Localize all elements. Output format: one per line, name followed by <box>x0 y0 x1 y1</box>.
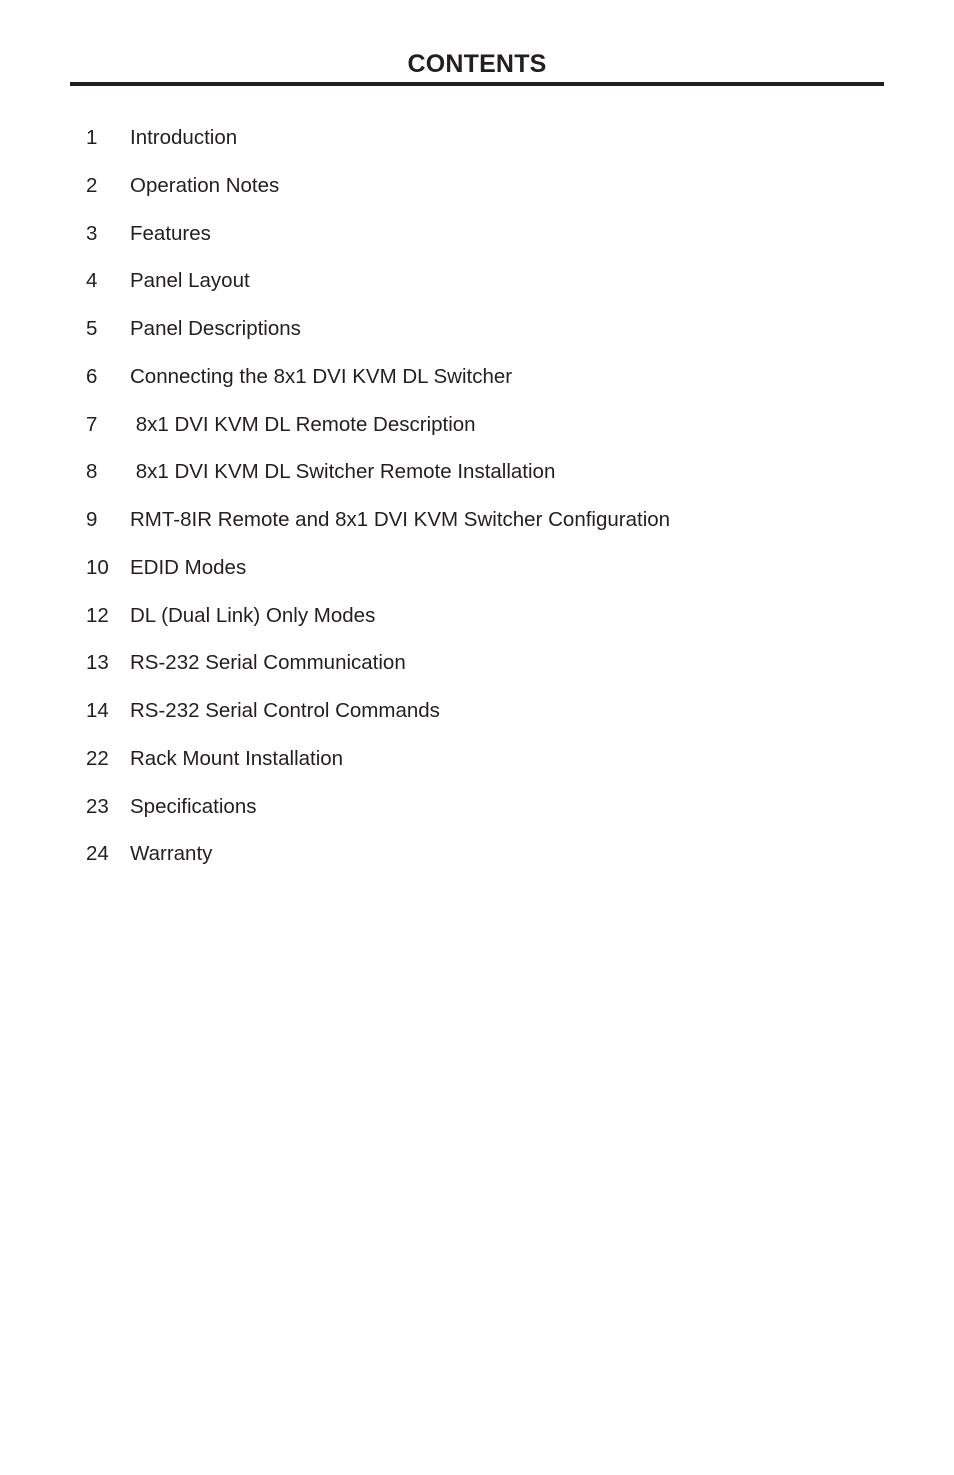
toc-page-number: 3 <box>86 221 98 245</box>
toc-entry-title: Specifications <box>130 794 257 818</box>
toc-entry[interactable] <box>0 544 954 592</box>
toc-entry[interactable] <box>0 353 954 401</box>
toc-entry-title: Panel Layout <box>130 269 250 293</box>
toc-entry-title: EDID Modes <box>130 555 247 579</box>
toc-entry[interactable] <box>0 114 954 162</box>
toc-page-number: 24 <box>86 842 109 866</box>
title-rule <box>70 82 884 86</box>
toc-page-number: 7 <box>86 412 98 436</box>
toc-entry[interactable] <box>0 496 954 544</box>
page-title: CONTENTS <box>407 50 547 78</box>
toc-page-number: 5 <box>86 317 98 340</box>
toc-page-number: 9 <box>86 508 98 531</box>
toc-entry-title: RS-232 Serial Communication <box>130 651 406 675</box>
toc-page-number: 13 <box>86 651 109 675</box>
toc-entry-title: Features <box>130 221 211 245</box>
toc-entry[interactable] <box>0 448 954 496</box>
toc-page-number: 10 <box>86 555 109 579</box>
toc-page-number: 23 <box>86 794 109 818</box>
toc-entry[interactable] <box>0 639 954 687</box>
toc-entry-title: Warranty <box>130 842 213 866</box>
toc-entry-title: RMT-8IR Remote and 8x1 DVI KVM Switcher Configuration <box>130 508 671 531</box>
toc-entry[interactable] <box>0 830 954 878</box>
toc-entry-title: Connecting the 8x1 DVI KVM DL Switcher <box>130 364 513 388</box>
toc-entry[interactable] <box>0 687 954 735</box>
toc-entry[interactable] <box>0 162 954 210</box>
toc-page-number: 8 <box>86 460 98 484</box>
toc-entry-title: Introduction <box>130 126 238 149</box>
toc-entry-title: Operation Notes <box>130 173 280 197</box>
toc-entry-title: Rack Mount Installation <box>130 746 344 770</box>
toc-page-number: 14 <box>86 699 109 722</box>
toc-entry[interactable] <box>0 592 954 640</box>
toc-page-number: 12 <box>86 603 109 627</box>
toc-entry[interactable] <box>0 401 954 449</box>
toc-page-number: 2 <box>86 173 98 197</box>
toc-entry[interactable] <box>0 735 954 783</box>
toc-entry-title: 8x1 DVI KVM DL Switcher Remote Installation <box>130 460 556 484</box>
toc-page-number: 4 <box>86 269 98 293</box>
toc-page-number: 22 <box>86 746 109 770</box>
toc-entry[interactable] <box>0 257 954 305</box>
toc-entry[interactable] <box>0 210 954 258</box>
toc-entry-title: RS-232 Serial Control Commands <box>130 699 440 722</box>
table-of-contents <box>0 114 954 878</box>
toc-page-number: 6 <box>86 364 98 388</box>
toc-page-number: 1 <box>86 126 98 149</box>
toc-entry-title: 8x1 DVI KVM DL Remote Description <box>130 412 476 436</box>
toc-entry-title: DL (Dual Link) Only Modes <box>130 603 376 627</box>
toc-entry[interactable] <box>0 783 954 831</box>
toc-entry-title: Panel Descriptions <box>130 317 301 340</box>
toc-entry[interactable] <box>0 305 954 353</box>
